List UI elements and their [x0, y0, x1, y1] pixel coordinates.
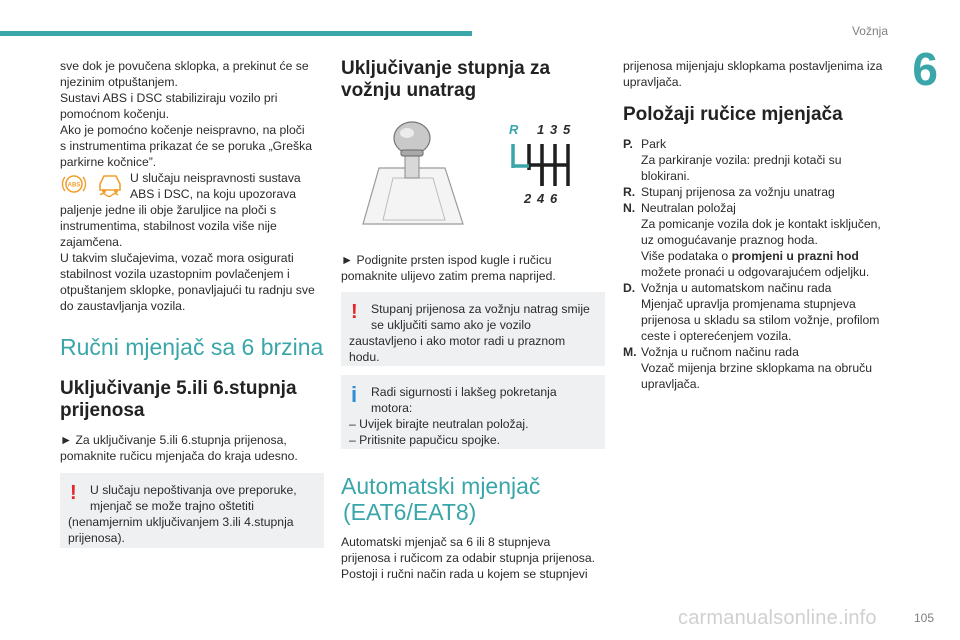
section-title: Vožnja: [851, 24, 888, 38]
text-line: s instrumentima prikazat će se poruka „Greška: [60, 139, 312, 153]
subheading-line: prijenosa: [60, 400, 145, 421]
position-item: [623, 136, 887, 184]
text-line: blokirani.: [641, 169, 690, 183]
text-line: upravljača.: [623, 75, 682, 89]
watermark: carmanualsonline.info: [678, 607, 877, 629]
column-3: [623, 58, 887, 392]
gear-label: 2: [524, 191, 532, 206]
text-line: stabilnost vozila uzastopnim povlačenjem i: [60, 267, 290, 281]
page-number: 105: [913, 611, 934, 625]
heading-reverse-gear: [341, 58, 605, 102]
gear-label: 1: [537, 122, 545, 137]
icon-paragraph: [60, 170, 324, 202]
text-line: ► Za uključivanje 5.ili 6.stupnja prijenosa,: [60, 433, 287, 447]
section-heading-automatic: [341, 473, 605, 525]
text-line: Stupanj prijenosa za vožnju natrag smije: [371, 302, 590, 316]
gear-label: 3: [550, 122, 558, 137]
text-line: Za pomicanje vozila dok je kontakt isključen,: [641, 217, 881, 231]
text-line: prijenosa i ručicom za odabir stupnja prijenosa.: [341, 551, 596, 565]
position-item: [623, 184, 887, 200]
text-line: Ako je pomoćno kočenje neispravno, na ploči: [60, 123, 305, 137]
gear-label: 4: [537, 191, 545, 206]
text-line: – Uvijek birajte neutralan položaj.: [349, 417, 529, 431]
text-line: Sustavi ABS i DSC stabiliziraju vozilo pri: [60, 91, 278, 105]
position-item: [623, 344, 887, 392]
instruction-text: [60, 432, 324, 464]
text-line: njezinim otpuštanjem.: [60, 75, 178, 89]
header-accent-bar: [0, 31, 472, 36]
text-line: Neutralan položaj: [641, 201, 736, 215]
position-key: D.: [623, 281, 636, 295]
position-list: [623, 136, 887, 392]
subheading-gear-5-6: [60, 378, 324, 422]
chapter-number: 6: [912, 43, 938, 95]
text-line: Stupanj prijenosa za vožnju unatrag: [641, 185, 835, 199]
bold-text: promjeni u prazni hod: [731, 249, 859, 263]
text-line: paljenje jedne ili obje žaruljice na ploči s: [60, 203, 277, 217]
heading-selector-positions: Položaji ručice mjenjača: [623, 104, 843, 125]
text-line: instrumentima, stabilnost vozila više nije: [60, 219, 277, 233]
after-icons-text: [60, 202, 324, 314]
position-key: M.: [623, 345, 637, 359]
text-line: (nenamjernim uključivanjem 3.ili 4.stupnja: [68, 515, 294, 529]
position-description: [641, 280, 887, 344]
heading-line: vožnju unatrag: [341, 80, 477, 101]
warning-box: [60, 473, 324, 548]
text-line: se uključiti samo ako je vozilo: [371, 318, 531, 332]
text-line: ► Podignite prsten ispod kugle i ručicu: [341, 253, 552, 267]
shift-pattern-icon: [529, 144, 568, 186]
text-line: U slučaju neispravnosti sustava: [130, 171, 301, 185]
text-line: zajamčena.: [60, 235, 123, 249]
position-description: [641, 344, 887, 392]
position-description: [641, 200, 887, 280]
heading-line: Uključivanje stupnja za: [341, 58, 551, 79]
text-line: do zaustavljanja vozila.: [60, 299, 186, 313]
text-line: mjenjač se može trajno oštetiti: [90, 499, 254, 513]
warning-icon: !: [70, 482, 77, 504]
text-line: pomaknite ručicu mjenjača do kraja udesno.: [60, 449, 298, 463]
heading-line: (EAT6/EAT8): [343, 499, 477, 525]
column-2: [341, 58, 605, 582]
text-line: Vožnja u ručnom načinu rada: [641, 345, 799, 359]
text-line: možete pronaći u odgovarajućem odjeljku.: [641, 265, 870, 279]
text-line: Postoji i ručni način rada u kojem se stupnjevi: [341, 567, 588, 581]
position-description: [641, 136, 887, 184]
dsc-warning-icon: [100, 176, 120, 197]
text-line: motora:: [371, 401, 413, 415]
warning-icons: [60, 170, 126, 198]
position-key: R.: [623, 185, 636, 199]
gear-label: 5: [563, 122, 571, 137]
text-line: ABS i DSC, na koju upozorava: [130, 187, 296, 201]
instruction-text: [341, 252, 605, 284]
auto-description: [341, 534, 605, 582]
column-1: [60, 58, 324, 548]
position-key: P.: [623, 137, 633, 151]
position-item: [623, 200, 887, 280]
text-line: Vožnja u automatskom načinu rada: [641, 281, 832, 295]
info-icon: i: [351, 382, 358, 407]
text-line: Više podataka o promjeni u prazni hod: [641, 249, 859, 263]
text-line: hodu.: [349, 350, 380, 364]
text-line: prijenosa mijenjaju sklopkama postavljenima iza: [623, 59, 883, 73]
position-description: [641, 184, 887, 200]
text-line: U takvim slučajevima, vozač mora osigurati: [60, 251, 294, 265]
text-line: Radi sigurnosti i lakšeg pokretanja: [371, 385, 557, 399]
gear-lever-illustration: [341, 120, 605, 230]
warning-icon: !: [351, 301, 358, 323]
text-line: uz omogućavanje praznog hoda.: [641, 233, 818, 247]
section-heading-manual: Ručni mjenjač sa 6 brzina: [60, 334, 324, 360]
info-box: [341, 375, 605, 449]
text-line: Mjenjač upravlja promjenama stupnjeva: [641, 297, 856, 311]
text-line: Park: [641, 137, 667, 151]
gear-label: 6: [550, 191, 558, 206]
heading-line: Automatski mjenjač: [341, 473, 541, 499]
text-line: Automatski mjenjač sa 6 ili 8 stupnjeva: [341, 535, 551, 549]
text-line: prijenosa).: [68, 531, 125, 545]
text-line: Vozač mijenja brzine sklopkama na obruču: [641, 361, 873, 375]
text-line: – Pritisnite papučicu spojke.: [349, 433, 501, 447]
position-item: [623, 280, 887, 344]
gear-label-reverse: R: [509, 122, 519, 137]
text-line: upravljača.: [641, 377, 700, 391]
warning-box: [341, 292, 605, 366]
text-line: zaustavljeno i ako motor radi u praznom: [349, 334, 566, 348]
subheading-line: Uključivanje 5.ili 6.stupnja: [60, 378, 297, 399]
intro-text: [60, 58, 324, 170]
text-line: pomaknite ulijevo zatim prema naprijed.: [341, 269, 556, 283]
text-line: otpuštanjem sklopke, ponavljajući tu radnju sve: [60, 283, 315, 297]
text-line: ceste i opterećenjem vozila.: [641, 329, 792, 343]
text-line: Za parkiranje vozila: prednji kotači su: [641, 153, 842, 167]
position-key: N.: [623, 201, 636, 215]
text-line: sve dok je povučena sklopka, a prekinut će se: [60, 59, 309, 73]
abs-warning-icon: [60, 170, 126, 198]
svg-text:ABS: ABS: [67, 182, 81, 189]
continued-text: [623, 58, 887, 90]
text-line: parkirne kočnice”.: [60, 155, 157, 169]
text-line: pomoćnom kočenju.: [60, 107, 170, 121]
text-line: U slučaju nepoštivanja ove preporuke,: [90, 483, 297, 497]
text-line: prijenosa u skladu sa stilom vožnje, profilom: [641, 313, 880, 327]
